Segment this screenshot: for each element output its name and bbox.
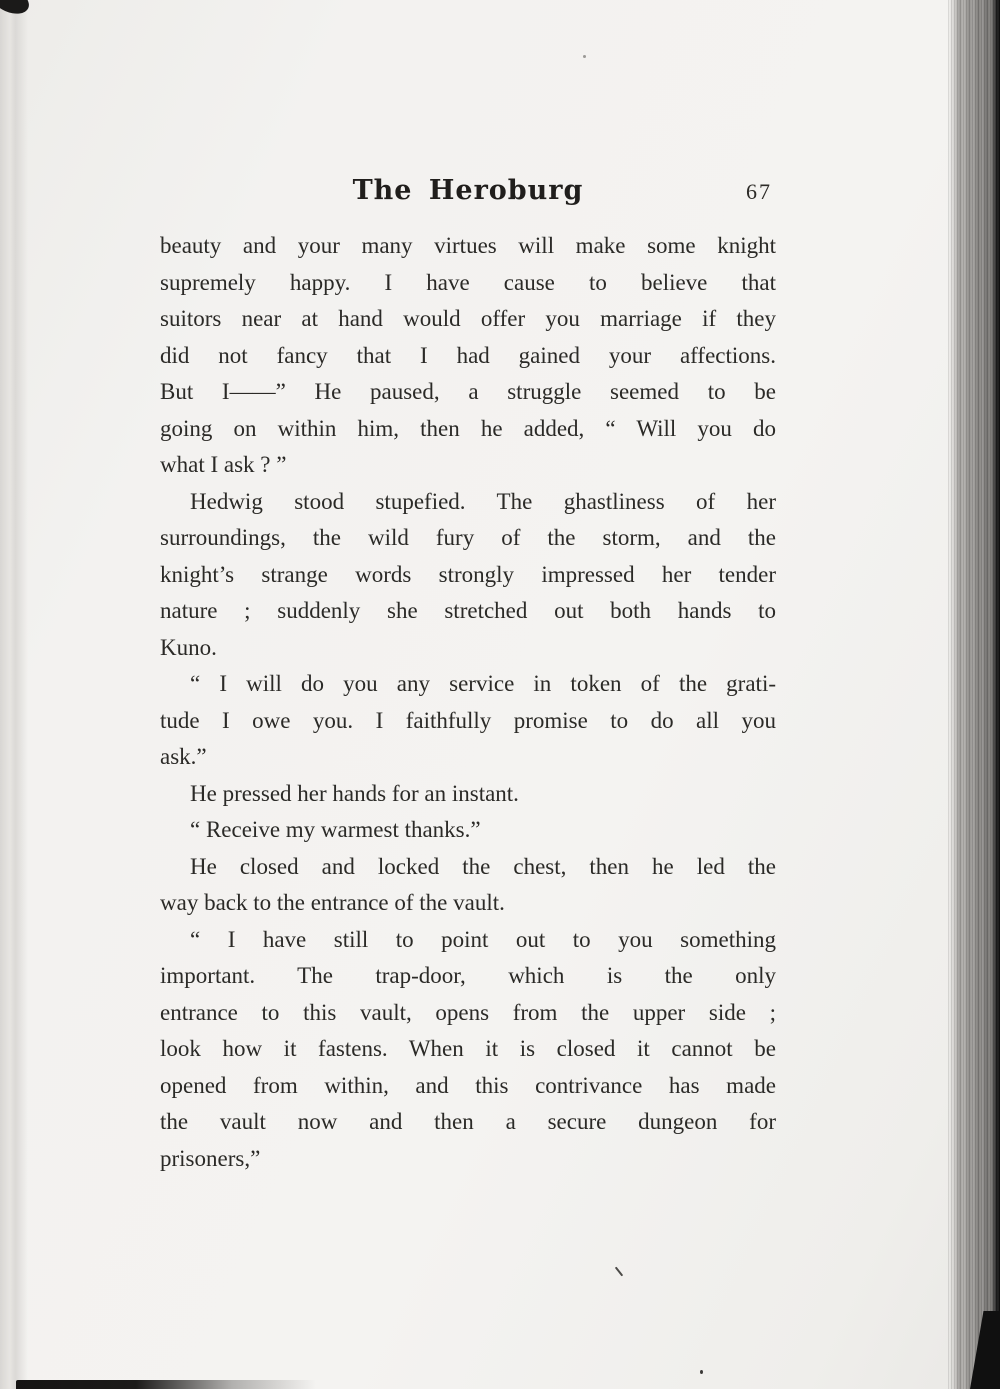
text-line: going on within him, then he added, “ Will you do bbox=[160, 415, 776, 441]
ink-speck bbox=[583, 55, 586, 58]
paragraph bbox=[160, 666, 776, 776]
text-line: opened from within, and this contrivance has made bbox=[160, 1072, 776, 1098]
binding-shadow bbox=[0, 0, 28, 1389]
paragraph bbox=[160, 922, 776, 1178]
text-line: “ I have still to point out to you something bbox=[190, 926, 776, 952]
page-body bbox=[160, 228, 776, 1177]
text-line: what I ask ? ” bbox=[160, 452, 287, 477]
ink-speck bbox=[700, 1370, 703, 1374]
text-line: “ Receive my warmest thanks.” bbox=[190, 817, 481, 842]
text-line: suitors near at hand would offer you marriage if they bbox=[160, 306, 776, 331]
paragraph bbox=[160, 812, 776, 849]
text-line: “ I will do you any service in token of the grati- bbox=[190, 671, 776, 696]
page-number: 67 bbox=[746, 179, 772, 204]
text-line: way back to the entrance of the vault. bbox=[160, 890, 505, 915]
text-line: tude I owe you. I faithfully promise to do all you bbox=[160, 707, 776, 733]
text-line: Hedwig stood stupefied. The ghastliness of her bbox=[190, 488, 776, 514]
text-line: But I——” He paused, a struggle seemed to be bbox=[160, 379, 776, 404]
text-line: important. The trap-door, which is the only bbox=[160, 963, 776, 988]
chapter-title: The Heroburg bbox=[352, 175, 584, 206]
text-line: knight’s strange words strongly impressed her tender bbox=[160, 561, 776, 587]
text-line: the vault now and then a secure dungeon for bbox=[160, 1109, 776, 1134]
text-line: Kuno. bbox=[160, 634, 217, 660]
text-line: look how it fastens. When it is closed it cannot be bbox=[160, 1036, 776, 1061]
text-line: did not fancy that I had gained your affections. bbox=[160, 342, 776, 368]
text-line: ask.” bbox=[160, 744, 207, 769]
text-line: nature ; suddenly she stretched out both hands to bbox=[160, 598, 776, 623]
paragraph bbox=[160, 849, 776, 922]
paragraph bbox=[160, 484, 776, 667]
paragraph bbox=[160, 776, 776, 813]
text-line: prisoners,” bbox=[160, 1145, 261, 1171]
text-line: He closed and locked the chest, then he led the bbox=[190, 853, 776, 879]
paragraph bbox=[160, 228, 776, 484]
text-line: entrance to this vault, opens from the upper side ; bbox=[160, 999, 776, 1025]
stray-ink-mark bbox=[615, 1267, 623, 1277]
scan-bottom-artifact bbox=[16, 1380, 316, 1389]
text-line: supremely happy. I have cause to believe that bbox=[160, 269, 776, 295]
page-edge-stripes bbox=[948, 0, 1000, 1389]
text-line: beauty and your many virtues will make some knight bbox=[160, 233, 776, 258]
text-line: He pressed her hands for an instant. bbox=[190, 780, 519, 806]
running-header bbox=[160, 175, 776, 211]
text-line: surroundings, the wild fury of the storm, and the bbox=[160, 525, 776, 550]
